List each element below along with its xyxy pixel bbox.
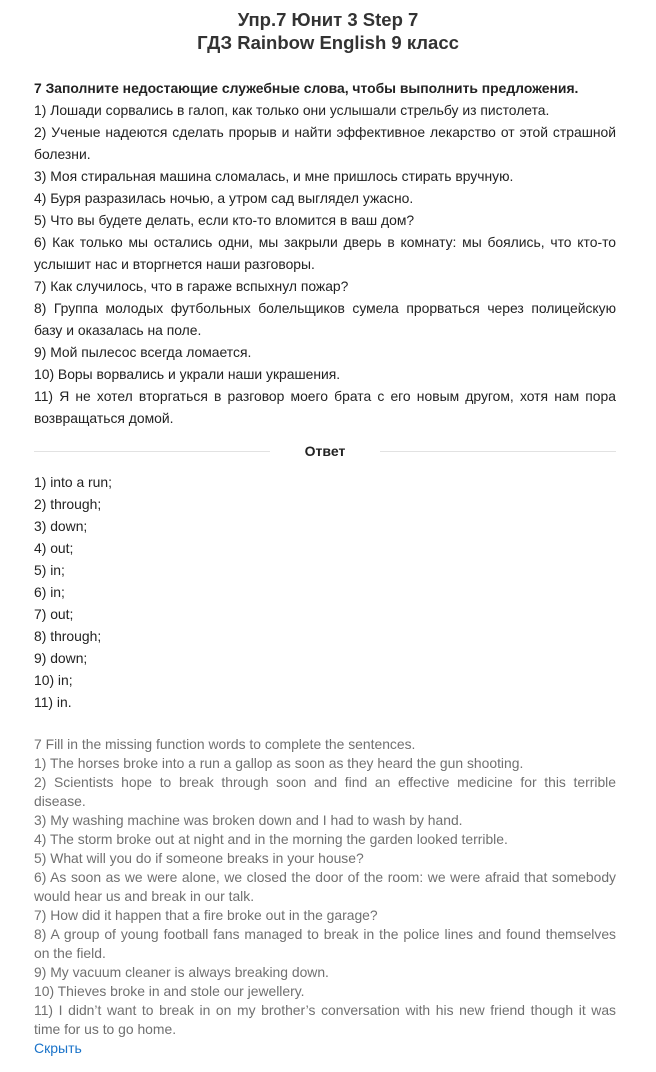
task-item-ru-7: 7) Как случилось, что в гараже вспыхнул пожар? (34, 278, 349, 294)
task-item-ru-1: 1) Лошади сорвались в галоп, как только они услышали стрельбу из пистолета. (34, 102, 550, 118)
task-item-ru-9: 9) Мой пылесос всегда ломается. (34, 344, 252, 360)
task-item-en-4: 4) The storm broke out at night and in the morning the garden looked terrible. (34, 831, 508, 847)
task-item-en-3: 3) My washing machine was broken down and I had to wash by hand. (34, 812, 463, 828)
task-item-en-8: 8) A group of young football fans managed to break in the police lines and found themselves on the field. (34, 926, 616, 961)
task-item-en-9: 9) My vacuum cleaner is always breaking down. (34, 964, 329, 980)
page-title (0, 8, 656, 54)
answer-item-1: 1) into a run; (34, 474, 112, 490)
hide-translation-link[interactable]: Скрыть (34, 1040, 82, 1056)
task-item-ru-8: 8) Группа молодых футбольных болельщиков сумела прорваться через полицейскую базу и оказалась на поле. (34, 300, 616, 338)
answer-item-9: 9) down; (34, 650, 88, 666)
title-line-2: ГДЗ Rainbow English 9 класс (197, 32, 459, 53)
answer-item-3: 3) down; (34, 518, 88, 534)
task-item-en-5: 5) What will you do if someone breaks in your house? (34, 850, 364, 866)
task-heading-ru: 7 Заполните недостающие служебные слова, чтобы выполнить предложения. (34, 80, 579, 96)
task-russian (34, 77, 616, 429)
task-item-ru-10: 10) Воры ворвались и украли наши украшения. (34, 366, 341, 382)
task-item-en-1: 1) The horses broke into a run a gallop as soon as they heard the gun shooting. (34, 755, 524, 771)
task-item-en-11: 11) I didn’t want to break in on my brother’s conversation with his new friend though it was time for us to go home. (34, 1002, 616, 1037)
answer-item-6: 6) in; (34, 584, 65, 600)
task-item-ru-2: 2) Ученые надеются сделать прорыв и найти эффективное лекарство от этой страшной болезни. (34, 124, 616, 162)
answer-item-7: 7) out; (34, 606, 74, 622)
task-item-en-2: 2) Scientists hope to break through soon and find an effective medicine for this terrible disease. (34, 774, 616, 809)
answer-item-5: 5) in; (34, 562, 65, 578)
task-item-ru-11: 11) Я не хотел вторгаться в разговор моего брата с его новым другом, хотя нам пора возвращаться домой. (34, 388, 616, 426)
answer-item-2: 2) through; (34, 496, 102, 512)
answer-item-4: 4) out; (34, 540, 74, 556)
task-item-ru-6: 6) Как только мы остались одни, мы закрыли дверь в комнату: мы боялись, что кто-то услышит нас и вторгнется наши разговоры. (34, 234, 616, 272)
answer-item-11: 11) in. (34, 694, 72, 710)
task-item-ru-5: 5) Что вы будете делать, если кто-то вломится в ваш дом? (34, 212, 415, 228)
answer-item-8: 8) through; (34, 628, 102, 644)
divider-line-right (380, 451, 616, 452)
answer-item-10: 10) in; (34, 672, 73, 688)
title-line-1: Упр.7 Юнит 3 Step 7 (237, 9, 419, 30)
task-item-ru-4: 4) Буря разразилась ночью, а утром сад выглядел ужасно. (34, 190, 414, 206)
task-item-en-10: 10) Thieves broke in and stole our jewellery. (34, 983, 305, 999)
translation-english (34, 735, 616, 1039)
task-item-en-6: 6) As soon as we were alone, we closed the door of the room: we were afraid that somebody would hear us and break in our talk. (34, 869, 616, 904)
answer-divider (34, 441, 616, 461)
task-item-ru-3: 3) Моя стиральная машина сломалась, и мне пришлось стирать вручную. (34, 168, 514, 184)
answer-list (34, 471, 334, 713)
task-heading-en: 7 Fill in the missing function words to complete the sentences. (34, 736, 416, 752)
answer-label: Ответ (304, 443, 346, 459)
task-item-en-7: 7) How did it happen that a fire broke out in the garage? (34, 907, 378, 923)
